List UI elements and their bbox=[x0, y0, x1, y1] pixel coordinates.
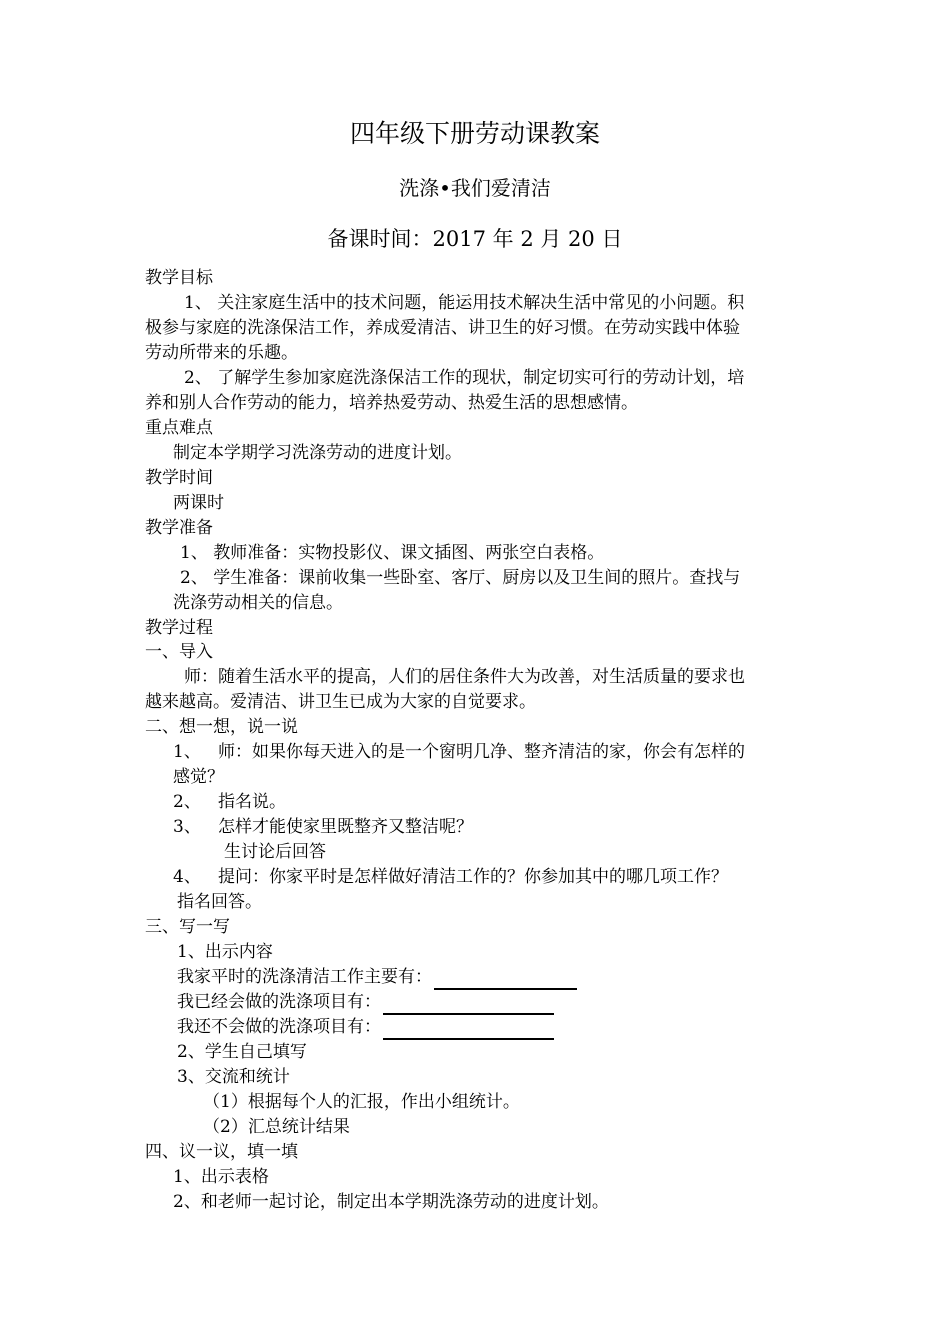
part-2-item-1-line-1: 师：如果你每天进入的是一个窗明几净、整齐清洁的家，你会有怎样的 bbox=[218, 742, 745, 762]
teaching-time-text: 两课时 bbox=[173, 493, 224, 513]
preparation-item-2-line-2: 洗涤劳动相关的信息。 bbox=[173, 593, 343, 613]
part-2-item-4: 提问：你家平时是怎样做好清洁工作的？你参加其中的哪几项工作？ bbox=[218, 867, 728, 887]
preparation-heading: 教学准备 bbox=[145, 518, 213, 538]
fill-in-blank-3 bbox=[177, 1015, 554, 1040]
part-2-item-2-number: 2、 bbox=[173, 792, 201, 812]
preparation-item-2-line-1: 2、 学生准备：课前收集一些卧室、客厅、厨房以及卫生间的照片。查找与 bbox=[180, 568, 741, 588]
fill-in-blank-2-label: 我已经会做的洗涤项目有： bbox=[177, 992, 381, 1012]
part-4-step-2: 2、和老师一起讨论，制定出本学期洗涤劳动的进度计划。 bbox=[173, 1192, 609, 1212]
part-3-sub-2: （2）汇总统计结果 bbox=[203, 1117, 350, 1137]
fill-in-blank-1 bbox=[177, 965, 577, 990]
fill-in-blank-1-label: 我家平时的洗涤清洁工作主要有： bbox=[177, 967, 432, 987]
objective-2-line-1: 2、 了解学生参加家庭洗涤保洁工作的现状，制定切实可行的劳动计划，培 bbox=[184, 368, 745, 388]
part-3-step-2: 2、学生自己填写 bbox=[177, 1042, 307, 1062]
part-2-heading: 二、想一想，说一说 bbox=[145, 717, 298, 737]
part-2-item-3: 怎样才能使家里既整齐又整洁呢？ bbox=[218, 817, 473, 837]
fill-in-blank-2 bbox=[177, 990, 554, 1015]
lesson-subtitle: 洗涤•我们爱清洁 bbox=[399, 176, 551, 200]
part-2-item-3-answer: 生讨论后回答 bbox=[224, 842, 326, 862]
answer-line-2 bbox=[383, 995, 554, 1015]
objective-1-line-2: 极参与家庭的洗涤保洁工作，养成爱清洁、讲卫生的好习惯。在劳动实践中体验 bbox=[145, 318, 740, 338]
part-2-item-3-number: 3、 bbox=[173, 817, 201, 837]
prep-date: 备课时间：2017 年 2 月 20 日 bbox=[327, 227, 623, 251]
part-2-item-4-number: 4、 bbox=[173, 867, 201, 887]
part-4-heading: 四、议一议，填一填 bbox=[145, 1142, 298, 1162]
part-2-item-1-number: 1、 bbox=[173, 742, 201, 762]
objective-1-line-1: 1、 关注家庭生活中的技术问题，能运用技术解决生活中常见的小问题。积 bbox=[184, 293, 745, 313]
key-points-heading: 重点难点 bbox=[145, 418, 213, 438]
objective-2-line-2: 养和别人合作劳动的能力，培养热爱劳动、热爱生活的思想感情。 bbox=[145, 393, 638, 413]
preparation-item-1: 1、 教师准备：实物投影仪、课文插图、两张空白表格。 bbox=[180, 543, 605, 563]
part-4-step-1: 1、出示表格 bbox=[173, 1167, 269, 1187]
objectives-heading: 教学目标 bbox=[145, 268, 213, 288]
teaching-time-heading: 教学时间 bbox=[145, 468, 213, 488]
key-points-text: 制定本学期学习洗涤劳动的进度计划。 bbox=[173, 443, 462, 463]
process-heading: 教学过程 bbox=[145, 618, 213, 638]
part-3-step-1: 1、出示内容 bbox=[177, 942, 273, 962]
part-3-heading: 三、写一写 bbox=[145, 917, 230, 937]
fill-in-blank-3-label: 我还不会做的洗涤项目有： bbox=[177, 1017, 381, 1037]
part-2-item-4-answer: 指名回答。 bbox=[177, 892, 262, 912]
part-2-item-2: 指名说。 bbox=[218, 792, 286, 812]
part-1-heading: 一、导入 bbox=[145, 642, 213, 662]
part-3-step-3: 3、交流和统计 bbox=[177, 1067, 290, 1087]
part-2-item-1-line-2: 感觉？ bbox=[173, 767, 224, 787]
answer-line-1 bbox=[434, 970, 577, 990]
part-1-line-2: 越来越高。爱清洁、讲卫生已成为大家的自觉要求。 bbox=[145, 692, 536, 712]
document-title: 四年级下册劳动课教案 bbox=[349, 119, 600, 148]
answer-line-3 bbox=[383, 1020, 554, 1040]
part-3-sub-1: （1）根据每个人的汇报，作出小组统计。 bbox=[203, 1092, 520, 1112]
objective-1-line-3: 劳动所带来的乐趣。 bbox=[145, 343, 298, 363]
part-1-line-1: 师：随着生活水平的提高，人们的居住条件大为改善，对生活质量的要求也 bbox=[184, 667, 745, 687]
